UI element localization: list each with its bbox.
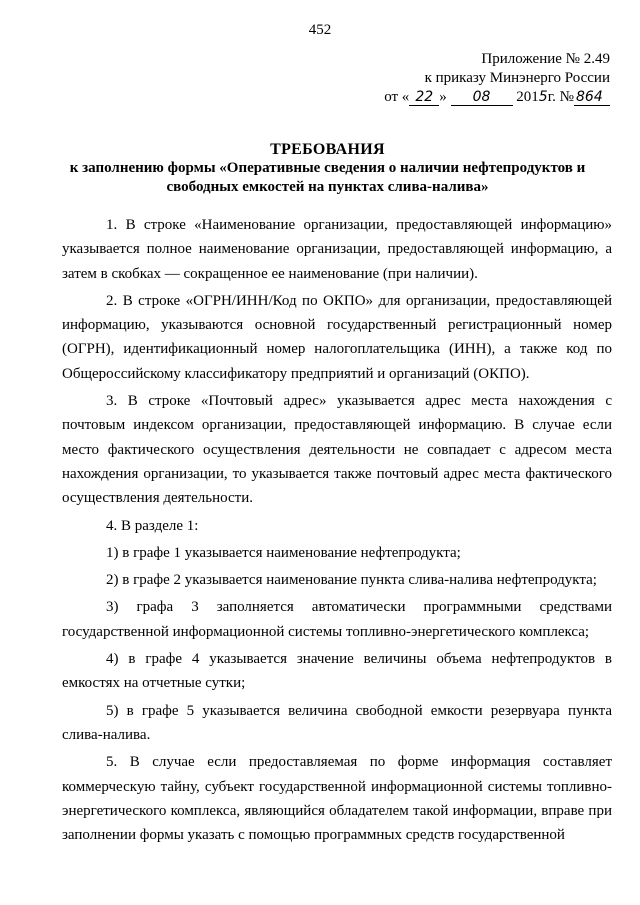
from-label: от « (384, 89, 410, 105)
appendix-number: Приложение № 2.49 (481, 51, 610, 67)
paragraph-3: 3. В строке «Почтовый адрес» указывается адрес места нахождения с почтовым индексом организации, предоставляющей информацию. В случае если место фактического осуществления деятельности не совпадает с адресом места нахождения организации, то указывается также почтовый адрес места фактического осуществления деятельности. (62, 393, 612, 507)
paragraph-5: 5. В случае если предоставляемая по форме информация составляет коммерческую тайну, субъект государственной информационной системы топливно-энергетического комплекса, являющийся обладателем такой информации, вправе при заполнении формы указать с помощью программных средств государственной (62, 754, 612, 844)
paragraph-4-item-2: 2) в графе 2 указывается наименование пункта слива-налива нефтепродукта; (106, 572, 597, 589)
document-heading (40, 140, 615, 197)
document-body (62, 213, 612, 850)
year-prefix: 201 (516, 89, 539, 105)
close-quote: » (439, 89, 447, 105)
order-date-line (380, 88, 610, 107)
paragraph-4-item-5: 5) в графе 5 указывается величина свободной емкости резервуара пункта слива-налива. (62, 702, 612, 743)
appendix-order-ref: к приказу Минэнерго России (424, 70, 610, 86)
handwritten-year-digit: 5 (538, 89, 548, 105)
paragraph-4-item-4: 4) в графе 4 указывается значение величины объема нефтепродуктов в емкостях на отчетные сутки; (62, 651, 612, 692)
document-subtitle-line-2: свободных емкостей на пунктах слива-налива» (166, 179, 489, 195)
page-number: 452 (308, 22, 332, 38)
paragraph-4-item-3: 3) графа 3 заполняется автоматически программными средствами государственной информационной системы топливно-энергетического комплекса; (62, 599, 612, 640)
year-suffix: г. № (547, 89, 574, 105)
appendix-reference (380, 50, 610, 107)
paragraph-4: 4. В разделе 1: (106, 517, 199, 534)
handwritten-month: 08 (451, 90, 513, 106)
paragraph-1: 1. В строке «Наименование организации, предоставляющей информацию» указывается полное наименование организации, предоставляющей информацию, а затем в скобках — сокращенное ее наименование (при наличии). (62, 217, 612, 282)
document-subtitle-line-1: к заполнению формы «Оперативные сведения о наличии нефтепродуктов и (69, 160, 586, 176)
document-title: ТРЕБОВАНИЯ (270, 141, 385, 158)
handwritten-day: 22 (409, 90, 439, 106)
paragraph-4-item-1: 1) в графе 1 указывается наименование нефтепродукта; (106, 544, 461, 561)
paragraph-2: 2. В строке «ОГРН/ИНН/Код по ОКПО» для организации, предоставляющей информацию, указываются основной государственный регистрационный номер (ОГРН), идентификационный номер налогоплательщика (ИНН), а также код по Общероссийскому классификатору предприятий и организаций (ОКПО). (62, 292, 612, 382)
handwritten-order-number: 864 (574, 90, 610, 106)
